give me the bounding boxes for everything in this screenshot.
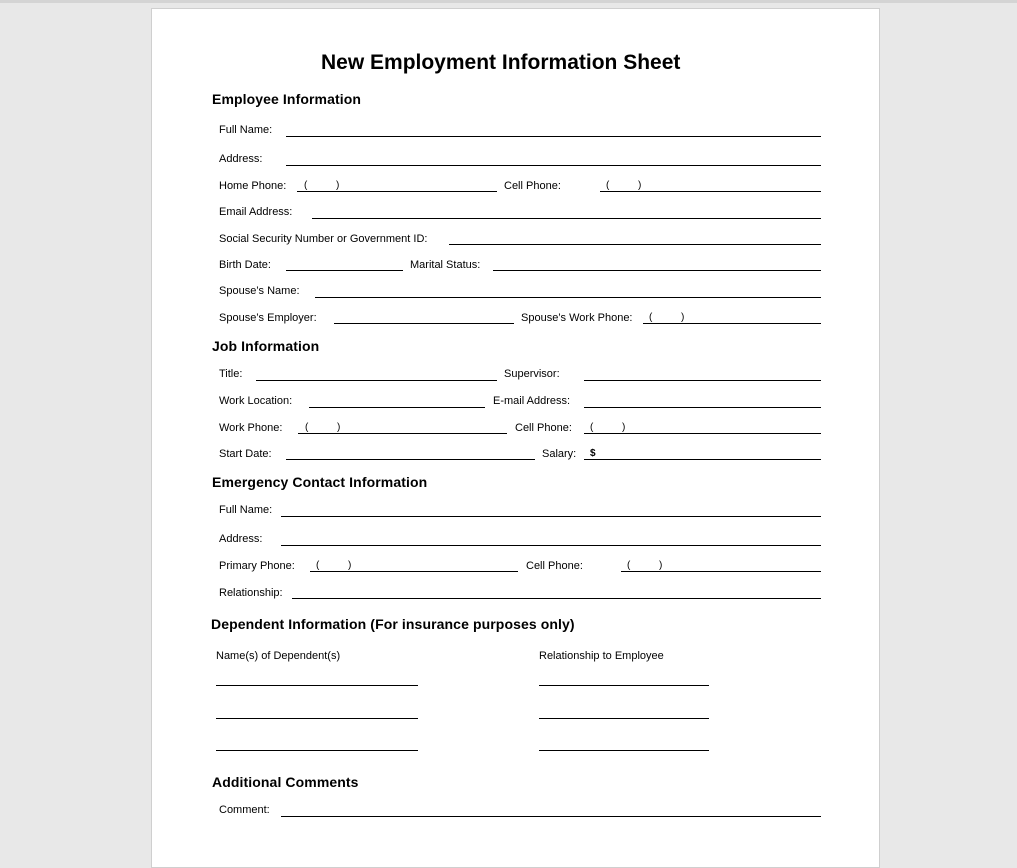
label-start-date: Start Date: <box>219 448 272 460</box>
label-emergency-address: Address: <box>219 533 263 545</box>
job-cell-close-paren: ) <box>622 422 626 433</box>
field-ssn-line[interactable] <box>449 244 821 245</box>
field-marital-status-line[interactable] <box>493 270 821 271</box>
field-emergency-full-name-line[interactable] <box>281 516 821 517</box>
field-cell-phone-line[interactable] <box>600 191 821 192</box>
section-heading-employee: Employee Information <box>212 91 362 107</box>
section-heading-emergency: Emergency Contact Information <box>212 474 428 490</box>
field-email-line[interactable] <box>312 218 821 219</box>
label-primary-phone: Primary Phone: <box>219 560 295 572</box>
label-job-email: E-mail Address: <box>493 395 571 407</box>
label-relationship: Relationship: <box>219 587 283 599</box>
label-job-title: Title: <box>219 368 243 380</box>
job-cell-open-paren: ( <box>590 422 594 433</box>
salary-dollar-sign: $ <box>590 448 596 459</box>
primary-phone-open-paren: ( <box>316 560 320 571</box>
label-supervisor: Supervisor: <box>504 368 560 380</box>
field-job-cell-phone-line[interactable] <box>584 433 821 434</box>
field-job-email-line[interactable] <box>584 407 821 408</box>
viewer-top-bar <box>0 0 1017 3</box>
field-dependent-name-3[interactable] <box>216 750 418 751</box>
field-emergency-cell-phone-line[interactable] <box>621 571 821 572</box>
field-comment-line[interactable] <box>281 816 821 817</box>
document-page <box>151 8 880 868</box>
field-dependent-relationship-1[interactable] <box>539 685 709 686</box>
field-job-title-line[interactable] <box>256 380 497 381</box>
label-full-name: Full Name: <box>219 124 273 136</box>
section-heading-comments: Additional Comments <box>212 774 359 790</box>
field-emergency-address-line[interactable] <box>281 545 821 546</box>
field-supervisor-line[interactable] <box>584 380 821 381</box>
emergency-cell-open-paren: ( <box>627 560 631 571</box>
emergency-cell-close-paren: ) <box>659 560 663 571</box>
label-comment: Comment: <box>219 804 270 816</box>
label-work-location: Work Location: <box>219 395 293 407</box>
label-birth-date: Birth Date: <box>219 259 271 271</box>
field-birth-date-line[interactable] <box>286 270 403 271</box>
label-salary: Salary: <box>542 448 577 460</box>
work-phone-open-paren: ( <box>305 422 309 433</box>
label-spouse-employer: Spouse’s Employer: <box>219 312 317 324</box>
field-home-phone-line[interactable] <box>297 191 497 192</box>
field-spouse-name-line[interactable] <box>315 297 821 298</box>
field-work-location-line[interactable] <box>309 407 485 408</box>
field-dependent-name-1[interactable] <box>216 685 418 686</box>
label-ssn: Social Security Number or Government ID: <box>219 233 428 245</box>
spouse-phone-open-paren: ( <box>649 312 653 323</box>
label-marital-status: Marital Status: <box>410 259 481 271</box>
label-spouse-name: Spouse’s Name: <box>219 285 300 297</box>
home-phone-close-paren: ) <box>336 180 340 191</box>
field-start-date-line[interactable] <box>286 459 535 460</box>
label-spouse-work-phone: Spouse’s Work Phone: <box>521 312 633 324</box>
field-relationship-line[interactable] <box>292 598 821 599</box>
field-spouse-employer-line[interactable] <box>334 323 514 324</box>
column-header-relationship: Relationship to Employee <box>539 650 664 662</box>
field-dependent-relationship-2[interactable] <box>539 718 709 719</box>
label-emergency-full-name: Full Name: <box>219 504 273 516</box>
cell-phone-close-paren: ) <box>638 180 642 191</box>
document-title: New Employment Information Sheet <box>321 51 681 74</box>
label-address: Address: <box>219 153 263 165</box>
label-email: Email Address: <box>219 206 293 218</box>
field-work-phone-line[interactable] <box>298 433 507 434</box>
spouse-phone-close-paren: ) <box>681 312 685 323</box>
field-dependent-name-2[interactable] <box>216 718 418 719</box>
label-job-cell-phone: Cell Phone: <box>515 422 572 434</box>
section-heading-job: Job Information <box>212 338 320 354</box>
label-emergency-cell-phone: Cell Phone: <box>526 560 583 572</box>
cell-phone-open-paren: ( <box>606 180 610 191</box>
label-cell-phone: Cell Phone: <box>504 180 561 192</box>
field-address-line[interactable] <box>286 165 821 166</box>
field-dependent-relationship-3[interactable] <box>539 750 709 751</box>
section-heading-dependent: Dependent Information (For insurance purposes only) <box>211 616 575 632</box>
field-salary-line[interactable] <box>584 459 821 460</box>
label-home-phone: Home Phone: <box>219 180 287 192</box>
column-header-dependent-names: Name(s) of Dependent(s) <box>216 650 341 662</box>
field-spouse-work-phone-line[interactable] <box>643 323 821 324</box>
home-phone-open-paren: ( <box>304 180 308 191</box>
primary-phone-close-paren: ) <box>348 560 352 571</box>
work-phone-close-paren: ) <box>337 422 341 433</box>
field-full-name-line[interactable] <box>286 136 821 137</box>
field-primary-phone-line[interactable] <box>310 571 518 572</box>
label-work-phone: Work Phone: <box>219 422 283 434</box>
